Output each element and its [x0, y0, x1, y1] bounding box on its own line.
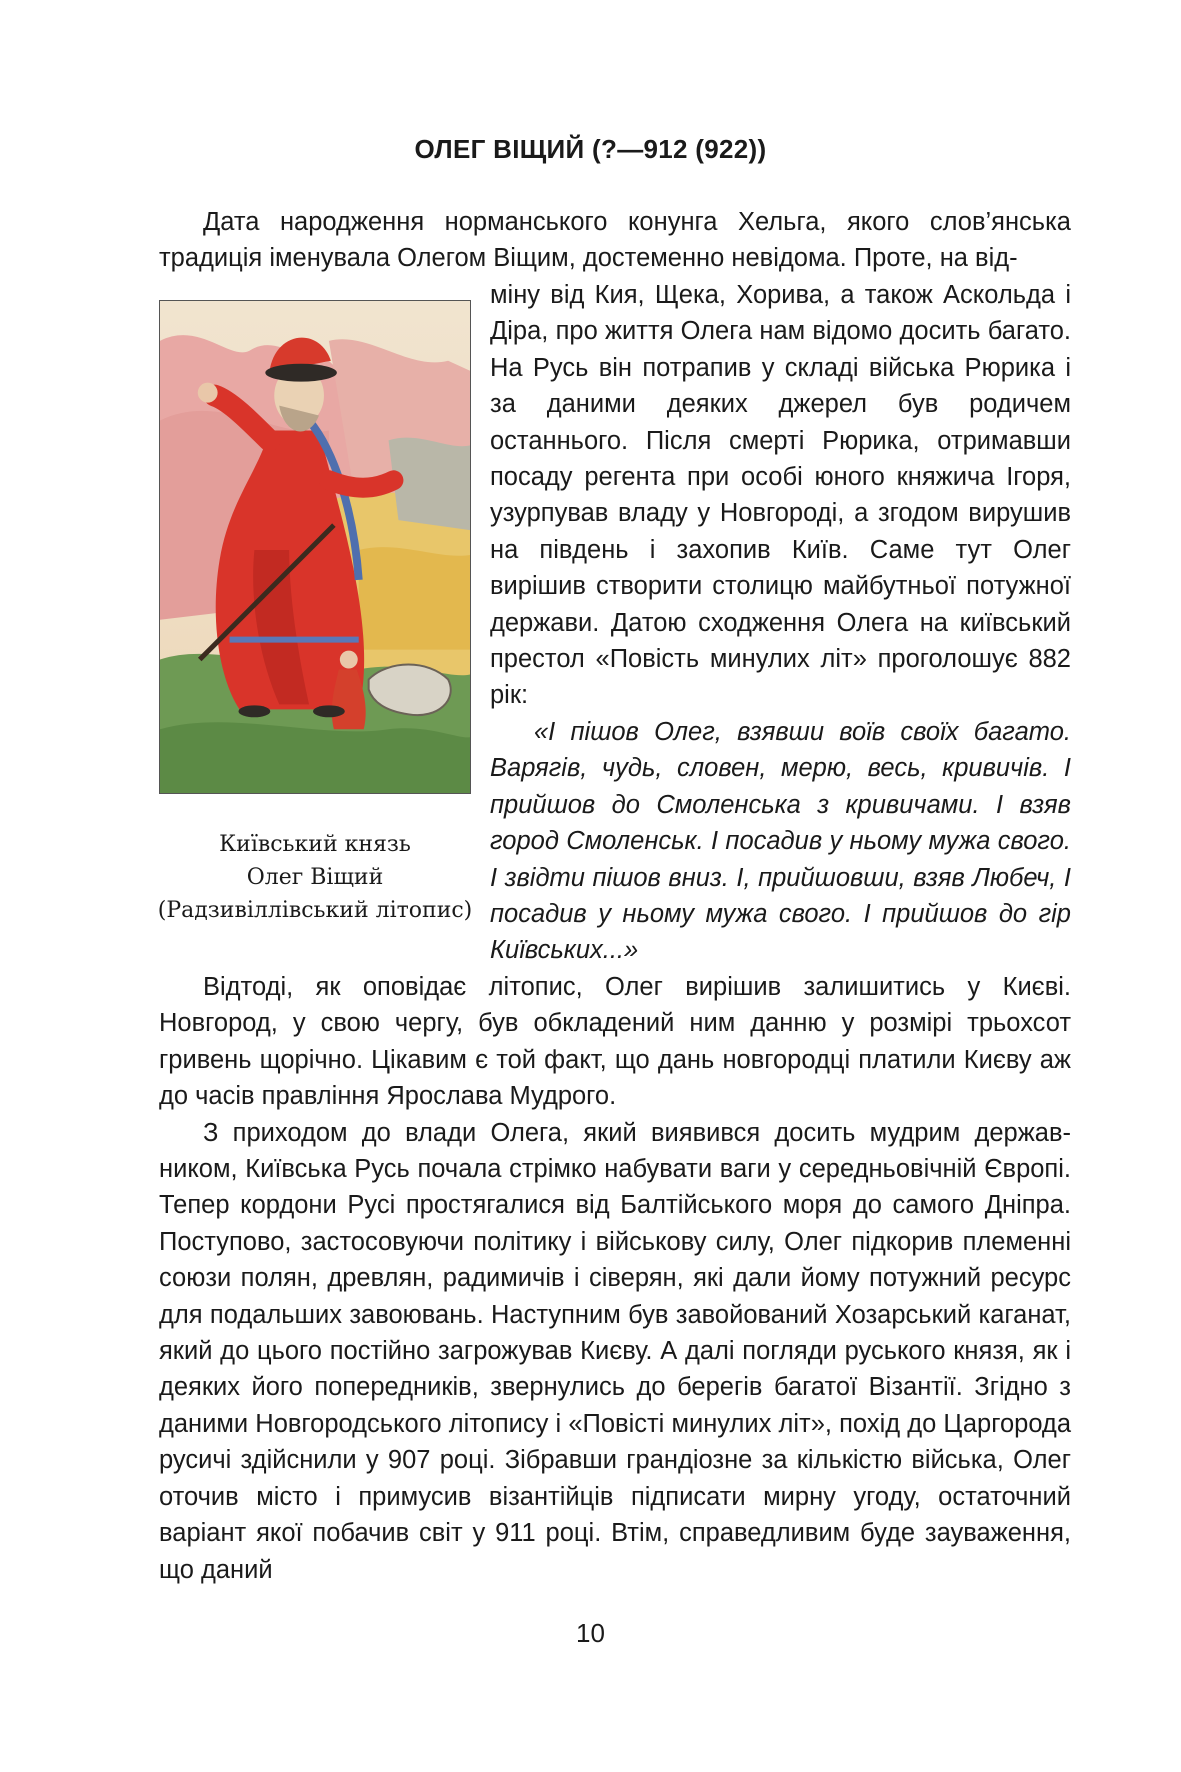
caption-line: (Радзивіллівський літопис) [157, 898, 473, 923]
image-caption [150, 828, 480, 927]
main-text-block [159, 969, 1071, 1588]
caption-line: Київський князь [219, 832, 411, 857]
paragraph: З приходом до влади Олега, який виявився досить мудрим державником, Київська Русь почала стрімко набувати ваги у середньовічній Європі. Тепер кордони Русі простягалися від Балтійського моря до самого Дніпра. Поступово, застосовуючи політику і військову силу, Олег підкорив племенні союзи полян, древлян, радимичів і сіверян, які дали йому потужний ресурс для подальших завоювань. Наступним був завойований Хозарський каганат, який до цього постійно загрожував Києву. А далі погляди руського князя, як і деяких його попередників, звернулись до берегів багатої Візантії. Згідно з даними Новгородського літопису і «Повісті минулих літ», похід до Царгорода русичі здійснили у 907 році. Зібравши грандіозне за кількістю війська, Олег оточив місто і примусив візантійців підписати мирну угоду, остаточний варіант якої побачив світ у 911 році. Втім, справедливим буде зауваження, що даний [159, 1118, 1071, 1584]
chronicle-miniature-image [159, 300, 471, 794]
caption-line: Олег Віщий [246, 865, 384, 890]
paragraph: Відтоді, як оповідає літопис, Олег вирішив залишитись у Києві. Новгород, у свою чергу, був обкладений ним данню у розмірі трьохсот гривень щорічно. Цікавим є той факт, що дань новгородці платили Києву аж до часів правління Ярослава Мудрого. [159, 973, 1071, 1111]
intro-paragraph: Дата народження норманського конунга Хельга, якого слов’янська традиція іменувала Олегом Віщим, достеменно невідома. Проте, на від- [159, 208, 1071, 273]
intro-paragraph-block [159, 204, 1071, 277]
wrapped-text-block [490, 277, 1071, 969]
chapter-title: ОЛЕГ ВІЩИЙ (?—912 (922)) [414, 134, 767, 164]
chronicle-quote: «І пішов Олег, взявши воїв своїх багато. Варягів, чудь, словен, мерю, весь, кривичів. І прийшов до Смоленська з кривичами. І взяв город Смоленськ. І посадив у ньому мужа свого. І звідти пішов вниз. І, прийшовши, взяв Любеч, І посадив у ньому мужа свого. І прийшов до гір Київських...» [490, 717, 1071, 965]
wrap-paragraph: міну від Кия, Щека, Хорива, а також Аскольда і Діра, про життя Олега нам відомо досить багато. На Русь він потрапив у складі війська Рюрика і за даними деяких джерел був родичем останнього. Після смерті Рюрика, отримавши посаду регента при особі юного княжича Ігоря, узурпував владу у Новгороді, а згодом вирушив на південь і захопив Київ. Саме тут Олег вирішив створити столицю майбутньої потужної держави. Датою сходження Олега на київський престол «Повість минулих літ» проголошує 882 рік: [490, 281, 1071, 710]
prince-oleg-illustration [160, 301, 470, 793]
page-number: 10 [576, 1618, 605, 1648]
